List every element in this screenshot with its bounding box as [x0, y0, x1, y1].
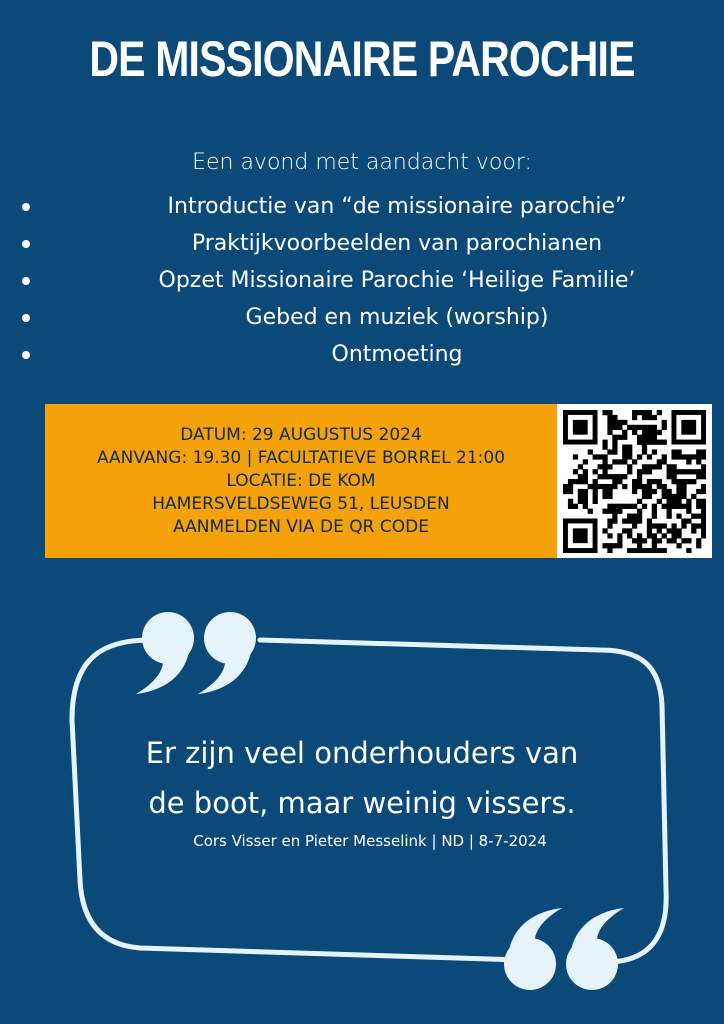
bullet-icon — [22, 203, 30, 211]
list-item-label: Gebed en muziek (worship) — [245, 305, 549, 330]
quote-source: Cors Visser en Pieter Messelink | ND | 8-7-2024 — [193, 832, 547, 850]
close-quote-icon — [504, 908, 624, 990]
list-item — [0, 225, 724, 262]
list-item — [0, 262, 724, 299]
bullet-icon — [22, 314, 30, 322]
quote-line-2: de boot, maar weinig vissers. — [148, 786, 576, 820]
qr-code[interactable] — [557, 404, 712, 558]
quote-text — [80, 728, 644, 828]
open-quote-icon — [136, 612, 256, 694]
list-item-label: Introductie van “de missionaire parochie” — [167, 194, 627, 219]
list-item-label: Praktijkvoorbeelden van parochianen — [191, 231, 603, 256]
event-start-time: AANVANG: 19.30 | FACULTATIEVE BORREL 21:00 — [96, 448, 506, 468]
list-item — [0, 188, 724, 225]
quote-line-1: Er zijn veel onderhouders van — [145, 736, 579, 770]
list-item-label: Ontmoeting — [331, 342, 463, 367]
page-title: DE MISSIONAIRE PAROCHIE — [89, 31, 635, 87]
bullet-icon — [22, 277, 30, 285]
bullet-icon — [22, 351, 30, 359]
event-info-lines — [45, 424, 557, 539]
intro-text: Een avond met aandacht voor: — [192, 150, 532, 175]
event-address: HAMERSVELDSEWEG 51, LEUSDEN — [152, 494, 450, 514]
qr-code-icon — [563, 410, 706, 553]
topic-list — [0, 188, 724, 373]
list-item — [0, 336, 724, 373]
event-registration: AANMELDEN VIA DE QR CODE — [173, 517, 429, 537]
event-info-box — [45, 404, 557, 558]
event-date: DATUM: 29 AUGUSTUS 2024 — [180, 425, 422, 445]
bullet-icon — [22, 240, 30, 248]
list-item — [0, 299, 724, 336]
list-item-label: Opzet Missionaire Parochie ‘Heilige Familie’ — [158, 268, 636, 293]
event-location: LOCATIE: DE KOM — [226, 471, 376, 491]
